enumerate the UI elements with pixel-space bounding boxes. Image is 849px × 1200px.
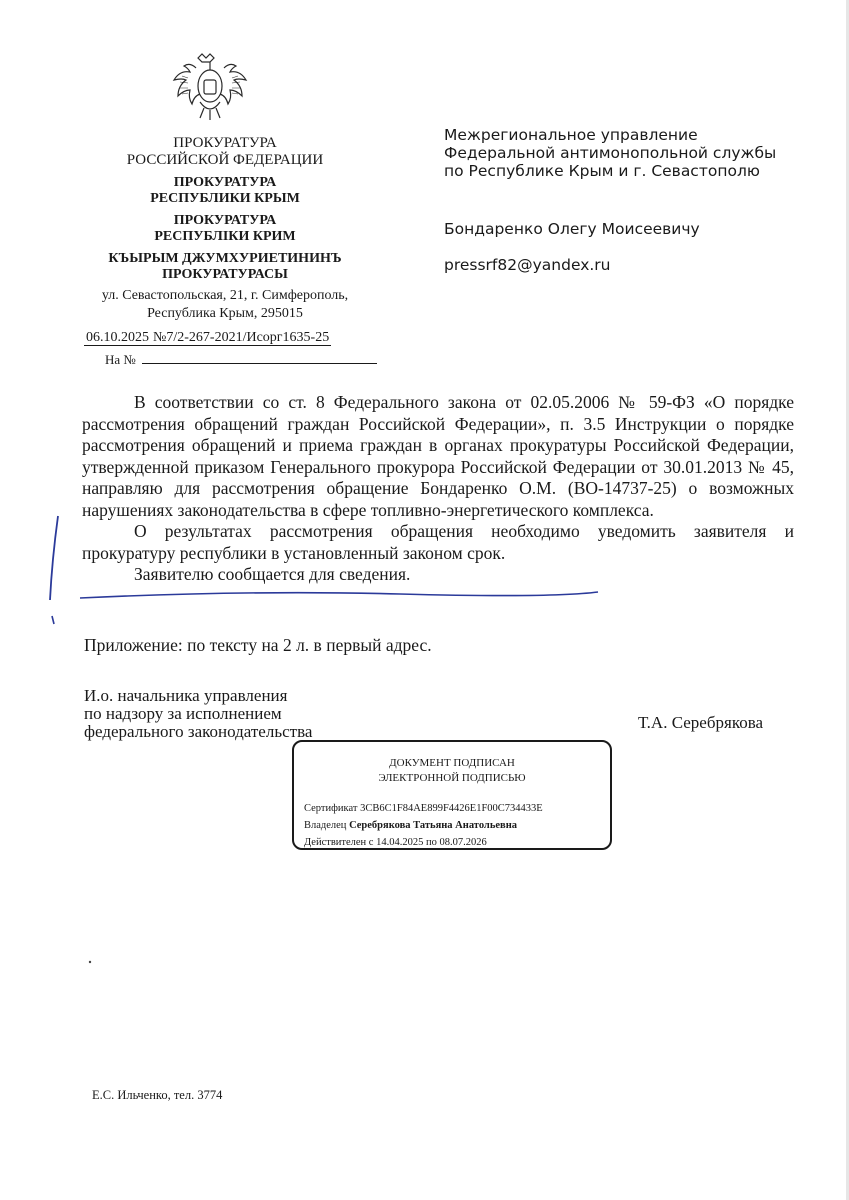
executor-footer: Е.С. Ильченко, тел. 3774 [92,1088,223,1102]
body-paragraph-1: В соответствии со ст. 8 Федерального закона от 02.05.2006 № 59-ФЗ «О порядке рассмотрения обращений граждан Российской Федерации», п. 3.5 Инструкции о порядке рассмотрения обращений и приема граждан в органах прокуратуры Российской Федерации, утвержденной приказом Генерального прокурора Российской Федерации от 30.01.2013 № 45, направляю для рассмотрения обращение Бондаренко О.М. (ВО-14737-25) о возможных нарушениях законодательства в сфере топливно-энергетического комплекса. [82,392,794,520]
pen-margin-line [50,516,58,600]
stamp-cert-value: 3CB6C1F84AE899F4426E1F00C734433E [360,803,543,814]
stamp-valid-from: 14.04.2025 [376,837,424,848]
org-bold-1a: ПРОКУРАТУРА [173,175,277,190]
recipient-person: Бондаренко Олегу Моисеевичу [444,220,700,238]
reg-number: №7/2-267-2021/Исорг1635-25 [153,330,330,345]
signer-title-1: И.о. начальника управления [84,686,288,705]
signer-name: Т.А. Серебрякова [638,713,764,732]
org-line-2: РОССИЙСКОЙ ФЕДЕРАЦИИ [126,152,324,168]
stamp-title-2: ЭЛЕКТРОННОЙ ПОДПИСЬЮ [378,772,526,784]
stamp-title-1: ДОКУМЕНТ ПОДПИСАН [389,757,515,769]
recipient-email: pressrf82@yandex.ru [444,256,611,274]
stamp-owner-value: Серебрякова Татьяна Анатольевна [349,820,518,831]
stamp-valid-label: Действителен с [304,837,374,848]
reg-date: 06.10.2025 [86,330,149,345]
org-bold-2a: ПРОКУРАТУРА [173,213,277,228]
org-bold-3b: ПРОКУРАТУРАСЫ [162,267,288,282]
appendix-line: Приложение: по тексту на 2 л. в первый адрес. [84,635,432,655]
reference-label: На № [105,352,136,367]
signer-title-3: федерального законодательства [84,722,313,741]
org-bold-2b: РЕСПУБЛІКИ КРИМ [154,229,296,244]
pen-dot [89,961,91,963]
org-line-1: ПРОКУРАТУРА [173,135,277,151]
org-bold-3a: КЪЫРЫМ ДЖУМХУРИЕТИНИНЪ [108,251,342,266]
recipient-org-2: Федеральной антимонопольной службы [444,144,777,162]
recipient-org-3: по Республике Крым и г. Севастополю [444,162,760,180]
stamp-valid-to: 08.07.2026 [439,837,487,848]
body-paragraph-2: О результатах рассмотрения обращения необходимо уведомить заявителя и прокуратуру республики в установленный законом срок. [82,521,794,563]
stamp-owner-label: Владелец [304,820,347,831]
stamp-cert-label: Сертификат [304,803,358,814]
body-paragraph-3: Заявителю сообщается для сведения. [134,564,411,584]
org-address-2: Республика Крым, 295015 [147,306,303,321]
signer-title-2: по надзору за исполнением [84,704,282,723]
pen-tick [52,616,54,624]
stamp-valid-to-label: по [425,837,437,848]
org-address-1: ул. Севастопольская, 21, г. Симферополь, [101,288,349,303]
pen-underline [80,592,598,598]
org-bold-1b: РЕСПУБЛИКИ КРЫМ [150,191,300,206]
recipient-org-1: Межрегиональное управление [444,126,698,144]
